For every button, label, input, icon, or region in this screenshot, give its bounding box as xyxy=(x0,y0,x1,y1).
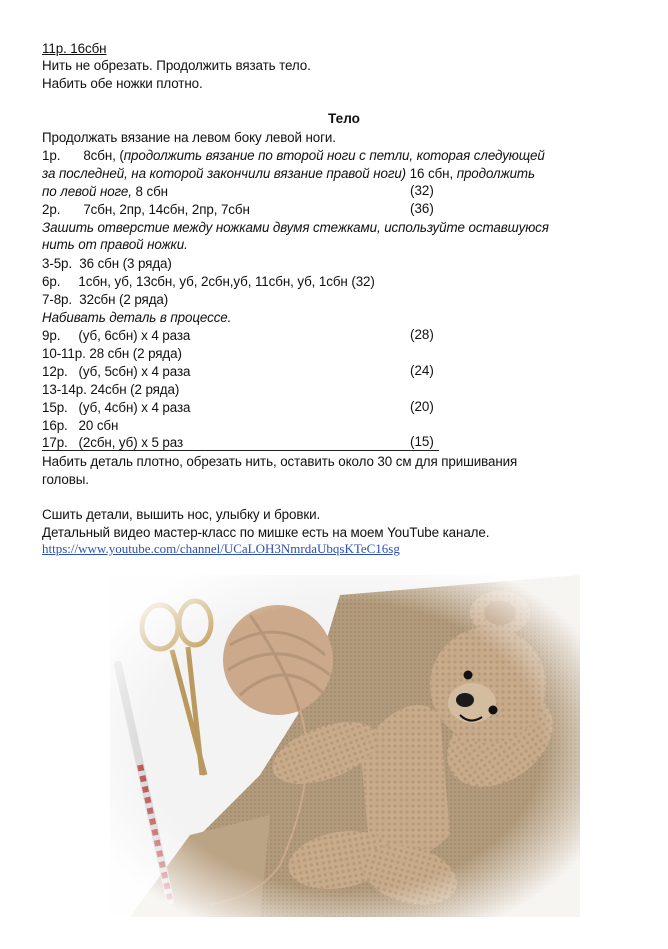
row-10-11: 10-11р. 28 сбн (2 ряда) xyxy=(42,346,182,361)
stuff-legs-note: Набить обе ножки плотно. xyxy=(42,76,203,91)
row-text: 7сбн, 2пр, 14сбн, 2пр, 7сбн xyxy=(83,202,250,217)
row-9-count: (28) xyxy=(410,327,434,342)
row-16: 16р. 20 сбн xyxy=(42,418,119,433)
row-italic: продолжить xyxy=(456,166,535,181)
row-text: 16 сбн, xyxy=(406,166,457,181)
stuff-note: Набивать деталь в процессе. xyxy=(42,310,232,325)
sew-note: Зашить отверстие между ножками двумя стежками, используйте оставшуюся xyxy=(42,220,549,235)
finish-text: Набить деталь плотно, обрезать нить, оставить около 30 см для пришивания xyxy=(42,454,518,469)
finish-text-2: головы. xyxy=(42,472,89,487)
row-6: 6р. 1сбн, уб, 13сбн, уб, 2сбн,уб, 11сбн, уб, 1сбн (32) xyxy=(42,274,375,289)
assemble-text: Сшить детали, вышить нос, улыбку и бровки. xyxy=(42,507,321,522)
row-label: 1р. xyxy=(42,148,61,163)
section-title: Тело xyxy=(328,111,360,126)
row-15: 15р. (уб, 4сбн) х 4 раза xyxy=(42,400,191,415)
row-italic: по левой ноге, xyxy=(42,184,132,199)
youtube-link[interactable]: https://www.youtube.com/channel/UCaLOH3NmrdaUbqsKTeC16sg xyxy=(42,541,400,556)
cut-note: Нить не обрезать. Продолжить вязать тело. xyxy=(42,58,311,73)
row-2 xyxy=(42,201,250,218)
row-12: 12р. (уб, 5сбн) х 4 раза xyxy=(42,364,191,379)
intro-text: Продолжать вязание на левом боку левой ноги. xyxy=(42,130,336,145)
row-17: 17р. (2сбн, уб) х 5 раз xyxy=(42,435,183,450)
row-label: 2р. xyxy=(42,202,61,217)
row-12-count: (24) xyxy=(410,363,434,378)
row-9: 9р. (уб, 6сбн) х 4 раза xyxy=(42,328,191,343)
row-11: 11р. 16сбн xyxy=(42,41,107,56)
row-17-count: (15) xyxy=(410,434,434,449)
row-13-14: 13-14р. 24сбн (2 ряда) xyxy=(42,382,180,397)
row-17-underline xyxy=(42,450,439,451)
row-1-line-3 xyxy=(42,183,168,200)
video-text: Детальный видео мастер-класс по мишке есть на моем YouTube канале. xyxy=(42,525,490,540)
row-7-8: 7-8р. 32сбн (2 ряда) xyxy=(42,292,169,307)
row-1-count: (32) xyxy=(410,183,434,198)
row-1-line-2 xyxy=(42,165,535,182)
row-italic: продолжить вязание по второй ноги с петли, которая следующей xyxy=(123,148,545,163)
row-2-count: (36) xyxy=(410,201,434,216)
photo-vignette xyxy=(110,575,580,917)
row-1-line-1 xyxy=(42,147,545,164)
row-italic: за последней, на которой закончили вязание правой ноги) xyxy=(42,166,407,181)
row-3-5: 3-5р. 36 сбн (3 ряда) xyxy=(42,256,172,271)
row-text: 8сбн, ( xyxy=(83,148,124,163)
sew-note-2: нить от правой ножки. xyxy=(42,237,188,252)
crochet-teddy-bear-photo xyxy=(110,575,580,917)
row-15-count: (20) xyxy=(410,399,434,414)
row-text: 8 сбн xyxy=(131,184,168,199)
